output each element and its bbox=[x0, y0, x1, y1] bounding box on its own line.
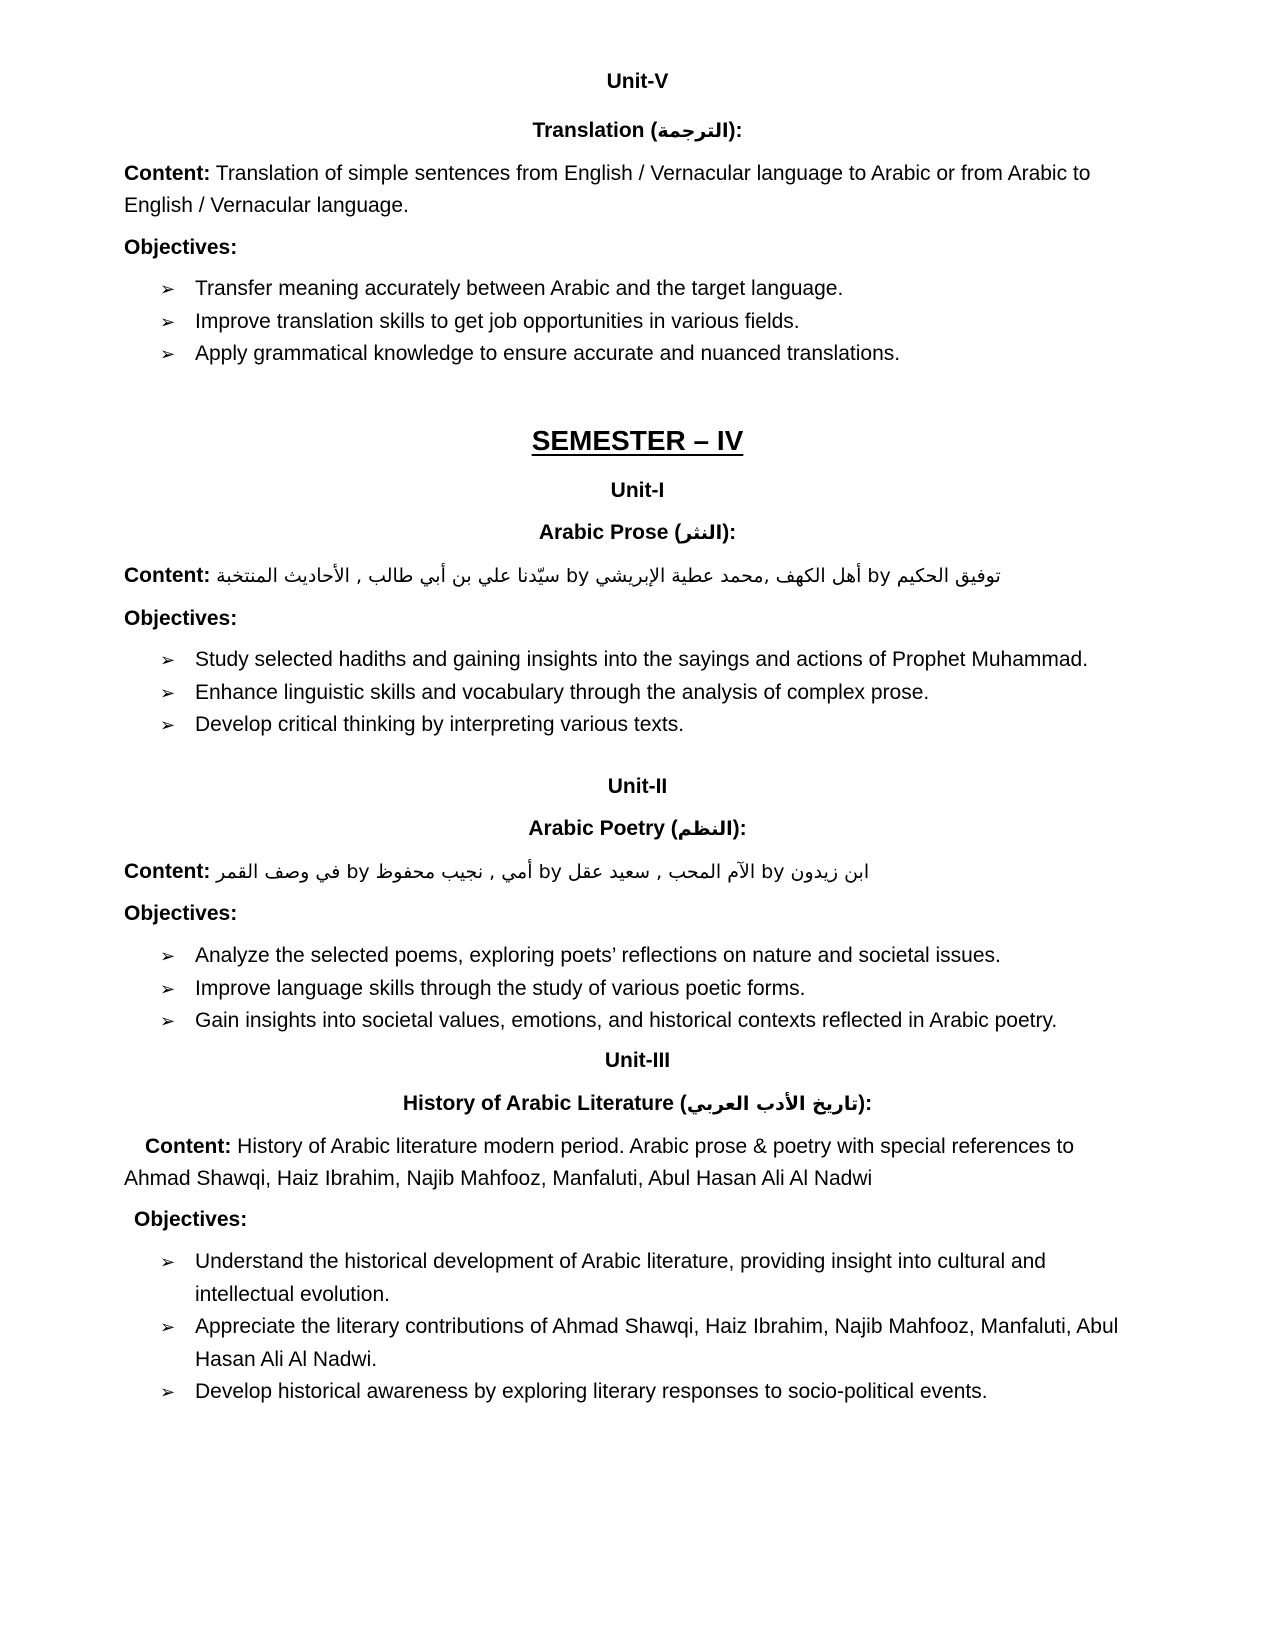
content-label: Content: bbox=[145, 1135, 232, 1158]
list-item: ➢ Enhance linguistic skills and vocabulary through the analysis of complex prose. bbox=[160, 677, 1120, 710]
list-item: ➢ Improve translation skills to get job opportunities in various fields. bbox=[160, 306, 1120, 339]
arrowhead-bullet-icon: ➢ bbox=[160, 946, 176, 966]
arabic-poetry-title-arabic: النظم bbox=[677, 818, 733, 840]
semester-title: SEMESTER – IV bbox=[531, 425, 744, 456]
objectives-label: Objectives: bbox=[124, 902, 238, 925]
arrowhead-bullet-icon: ➢ bbox=[160, 311, 176, 332]
list-item: ➢ Study selected hadiths and gaining insights into the sayings and actions of Prophet Muhammad. bbox=[160, 644, 1120, 677]
arrowhead-bullet-icon: ➢ bbox=[160, 344, 176, 364]
arabic-prose-title-text: Arabic Prose ( bbox=[538, 521, 682, 544]
history-title bbox=[0, 1091, 1275, 1117]
history-title-arabic: تاريخ الأدب العربي bbox=[686, 1093, 859, 1115]
arrowhead-bullet-icon: ➢ bbox=[160, 1011, 176, 1031]
arrowhead-bullet-icon: ➢ bbox=[160, 715, 176, 735]
unit-i-heading: Unit-I bbox=[610, 479, 665, 502]
translation-title-suffix: ): bbox=[728, 119, 743, 142]
list-item: ➢ Gain insights into societal values, emotions, and historical contexts reflected in Arabic poetry. bbox=[160, 1005, 1120, 1038]
list-item: ➢ Develop historical awareness by exploring literary responses to socio-political events. bbox=[160, 1376, 1120, 1409]
arabic-poetry-title-suffix: ): bbox=[732, 817, 747, 840]
arabic-prose-content bbox=[124, 562, 1164, 590]
content-label: Content: bbox=[124, 162, 211, 185]
arabic-poetry-content bbox=[124, 858, 1164, 886]
content-text: History of Arabic literature modern period. Arabic prose & poetry with special references to Ahmad Shawqi, Haiz Ibrahim, Najib Mahfooz, Manfaluti, Abul Hasan Ali Al Nadwi bbox=[124, 1135, 1075, 1190]
translation-content bbox=[124, 158, 1144, 222]
objectives-label: Objectives: bbox=[124, 607, 238, 630]
arrowhead-bullet-icon: ➢ bbox=[160, 682, 176, 703]
history-title-text: History of Arabic Literature ( bbox=[402, 1092, 687, 1115]
list-item: ➢ Develop critical thinking by interpreting various texts. bbox=[160, 709, 1120, 742]
arabic-prose-content-text: توفيق الحكيم by أهل الكهف ,محمد عطية الإبريشي by سيّدنا علي بن أبي طالب , الأحاديث المنتخبة bbox=[216, 565, 1001, 587]
list-item: ➢ Analyze the selected poems, exploring poets’ reflections on nature and societal issues. bbox=[160, 940, 1120, 973]
objectives-label: Objectives: bbox=[134, 1208, 248, 1231]
arabic-prose-title bbox=[0, 520, 1275, 546]
content-label: Content: bbox=[124, 564, 211, 587]
content-text: Translation of simple sentences from English / Vernacular language to Arabic or from Arabic to English / Vernacular language. bbox=[124, 162, 1091, 217]
objectives-label: Objectives: bbox=[124, 236, 238, 259]
translation-title bbox=[0, 118, 1275, 144]
translation-title-arabic: الترجمة bbox=[657, 120, 729, 142]
arabic-prose-title-arabic: النثر bbox=[681, 522, 723, 544]
history-content bbox=[124, 1131, 1144, 1195]
arabic-prose-title-suffix: ): bbox=[722, 521, 737, 544]
list-item: ➢ Improve language skills through the study of various poetic forms. bbox=[160, 973, 1120, 1006]
arrowhead-bullet-icon: ➢ bbox=[160, 650, 176, 670]
list-item: ➢ Understand the historical development of Arabic literature, providing insight into cultural and intellectual evolution. bbox=[160, 1246, 1120, 1311]
history-title-suffix: ): bbox=[858, 1092, 873, 1115]
list-item: ➢ Appreciate the literary contributions of Ahmad Shawqi, Haiz Ibrahim, Najib Mahfooz, Manfaluti, Abul Hasan Ali Al Nadwi. bbox=[160, 1311, 1120, 1376]
arabic-poetry-title-text: Arabic Poetry ( bbox=[528, 817, 678, 840]
arabic-prose-objectives-list bbox=[160, 644, 1120, 742]
unit-ii-heading: Unit-II bbox=[607, 775, 668, 798]
unit-iii-heading: Unit-III bbox=[604, 1049, 671, 1072]
arrowhead-bullet-icon: ➢ bbox=[160, 279, 176, 299]
content-label: Content: bbox=[124, 860, 211, 883]
arrowhead-bullet-icon: ➢ bbox=[160, 1252, 176, 1272]
arrowhead-bullet-icon: ➢ bbox=[160, 1317, 176, 1337]
list-item: ➢ Apply grammatical knowledge to ensure accurate and nuanced translations. bbox=[160, 338, 1120, 371]
unit-v-heading: Unit-V bbox=[606, 70, 669, 93]
arabic-poetry-content-text: ابن زيدون by الآم المحب , سعيد عقل by أمي , نجيب محفوظ by في وصف القمر bbox=[216, 861, 870, 883]
arabic-poetry-objectives-list bbox=[160, 940, 1120, 1038]
arrowhead-bullet-icon: ➢ bbox=[160, 1382, 176, 1402]
arabic-poetry-title bbox=[0, 816, 1275, 842]
translation-title-text: Translation ( bbox=[532, 119, 658, 142]
history-objectives-list bbox=[160, 1246, 1120, 1409]
list-item: ➢ Transfer meaning accurately between Arabic and the target language. bbox=[160, 273, 1120, 306]
arrowhead-bullet-icon: ➢ bbox=[160, 978, 176, 999]
translation-objectives-list bbox=[160, 273, 1120, 371]
